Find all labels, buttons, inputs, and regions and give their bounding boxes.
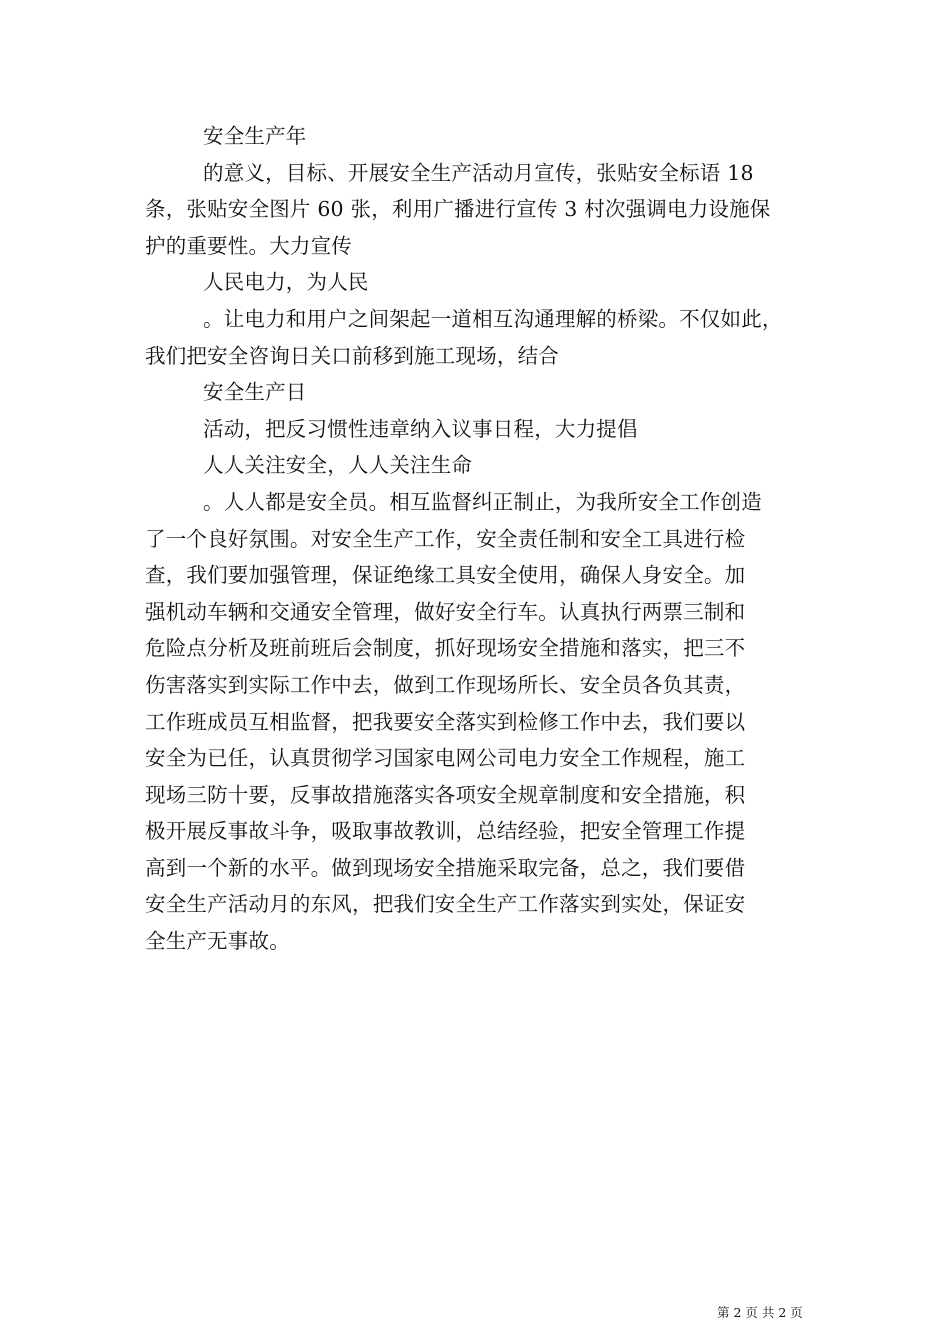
paragraph-line: 强机动车辆和交通安全管理，做好安全行车。认真执行两票三制和: [145, 599, 746, 624]
paragraph-line: 安全生产年: [203, 124, 307, 148]
paragraph-line: 护的重要性。大力宣传: [145, 233, 352, 258]
paragraph-line: 现场三防十要，反事故措施落实各项安全规章制度和安全措施，积: [145, 782, 746, 807]
paragraph-line: 安全生产活动月的东风，把我们安全生产工作落实到实处，保证安: [145, 892, 746, 917]
paragraph-line: 查，我们要加强管理，保证绝缘工具安全使用，确保人身安全。加: [145, 563, 746, 588]
paragraph-line: 全生产无事故。: [145, 929, 290, 954]
paragraph-line: 安全生产日: [203, 380, 307, 405]
paragraph-line: 人人关注安全，人人关注生命: [203, 453, 473, 478]
paragraph-line: 。人人都是安全员。相互监督纠正制止，为我所安全工作创造: [203, 489, 762, 514]
paragraph-line: 了一个良好氛围。对安全生产工作，安全责任制和安全工具进行检: [145, 526, 746, 551]
paragraph-line: 工作班成员互相监督，把我要安全落实到检修工作中去，我们要以: [145, 709, 746, 734]
paragraph-line: 。让电力和用户之间架起一道相互沟通理解的桥梁。不仅如此，: [203, 306, 783, 331]
paragraph-line: 活动，把反习惯性违章纳入议事日程，大力提倡: [203, 416, 638, 441]
paragraph-line: 安全为已任，认真贯彻学习国家电网公司电力安全工作规程，施工: [145, 746, 746, 771]
paragraph-line: 人民电力，为人民: [203, 270, 369, 295]
paragraph-line: 我们把安全咨询日关口前移到施工现场，结合: [145, 343, 559, 368]
paragraph-line: 危险点分析及班前班后会制度，抓好现场安全措施和落实，把三不: [145, 636, 746, 661]
paragraph-line: 条，张贴安全图片 60 张，利用广播进行宣传 3 村次强调电力设施保: [145, 197, 771, 222]
page-number-footer: 第 2 页 共 2 页: [717, 1305, 803, 1320]
paragraph-line: 伤害落实到实际工作中去，做到工作现场所长、安全员各负其责，: [145, 672, 746, 697]
paragraph-line: 的意义，目标、开展安全生产活动月宣传，张贴安全标语 18: [203, 160, 754, 185]
paragraph-line: 高到一个新的水平。做到现场安全措施采取完备，总之，我们要借: [145, 855, 746, 880]
document-body: [145, 118, 815, 960]
paragraph-line: 极开展反事故斗争，吸取事故教训，总结经验，把安全管理工作提: [145, 819, 746, 844]
